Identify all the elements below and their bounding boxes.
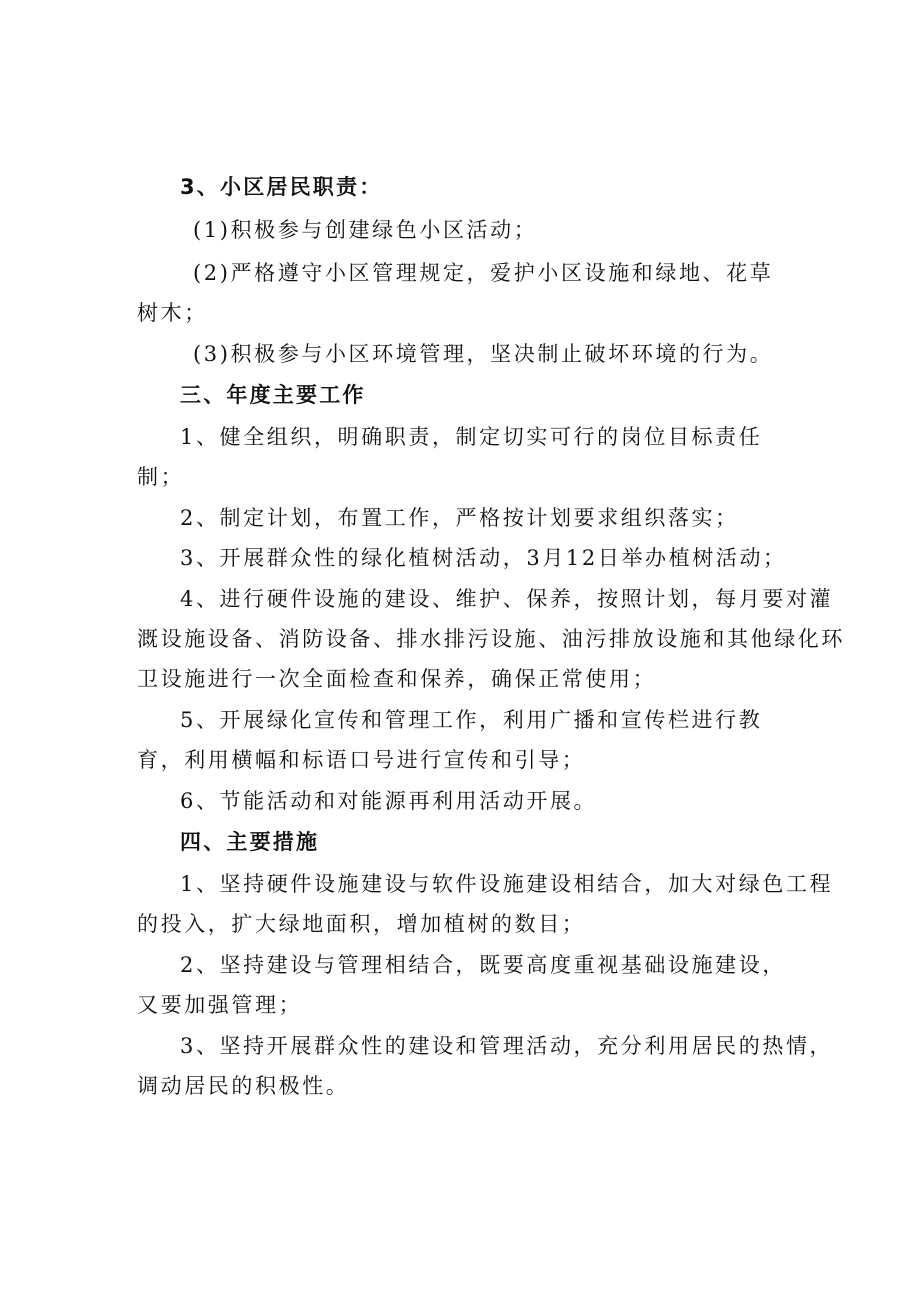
measures-line: 调动居民的积极性。 <box>137 1074 350 1098</box>
annual-work-line: 5、开展绿化宣传和管理工作，利用广播和宣传栏进行教 <box>180 708 763 732</box>
annual-work-line: 溉设施设备、消防设备、排水排污设施、油污排放设施和其他绿化环 <box>137 627 845 651</box>
measures-line: 的投入，扩大绿地面积，增加植树的数目； <box>137 912 586 936</box>
residents-item-2-cont: 树木； <box>137 301 208 325</box>
measures-line: 1、坚持硬件设施建设与软件设施建设相结合，加大对绿色工程 <box>180 872 834 896</box>
annual-work-line: 卫设施进行一次全面检查和保养，确保正常使用； <box>137 667 657 691</box>
measures-heading: 四、主要措施 <box>180 830 320 854</box>
annual-work-line: 育，利用横幅和标语口号进行宣传和引导； <box>137 748 586 772</box>
residents-heading: 3、小区居民职责： <box>180 175 383 199</box>
measures-line: 又要加强管理； <box>137 993 303 1017</box>
annual-work-line: 4、进行硬件设施的建设、维护、保养，按照计划，每月要对灌 <box>180 587 834 611</box>
measures-line: 2、坚持建设与管理相结合，既要高度重视基础设施建设， <box>180 953 786 977</box>
annual-work-line: 6、节能活动和对能源再利用活动开展。 <box>180 789 598 813</box>
annual-work-line: 3、开展群众性的绿化植树活动，3月12日举办植树活动； <box>180 546 787 570</box>
annual-work-line: 2、制定计划，布置工作，严格按计划要求组织落实； <box>180 506 739 530</box>
annual-work-line: 1、健全组织，明确职责，制定切实可行的岗位目标责任 <box>180 425 763 449</box>
residents-item-1: (1)积极参与创建绿色小区活动； <box>193 218 538 242</box>
measures-line: 3、坚持开展群众性的建设和管理活动，充分利用居民的热情， <box>180 1034 834 1058</box>
annual-work-line: 制； <box>137 465 185 489</box>
residents-item-3: (3)积极参与小区环境管理，坚决制止破坏环境的行为。 <box>193 342 774 366</box>
residents-item-2: (2)严格遵守小区管理规定，爱护小区设施和绿地、花草 <box>193 261 774 285</box>
annual-work-heading: 三、年度主要工作 <box>180 383 366 407</box>
